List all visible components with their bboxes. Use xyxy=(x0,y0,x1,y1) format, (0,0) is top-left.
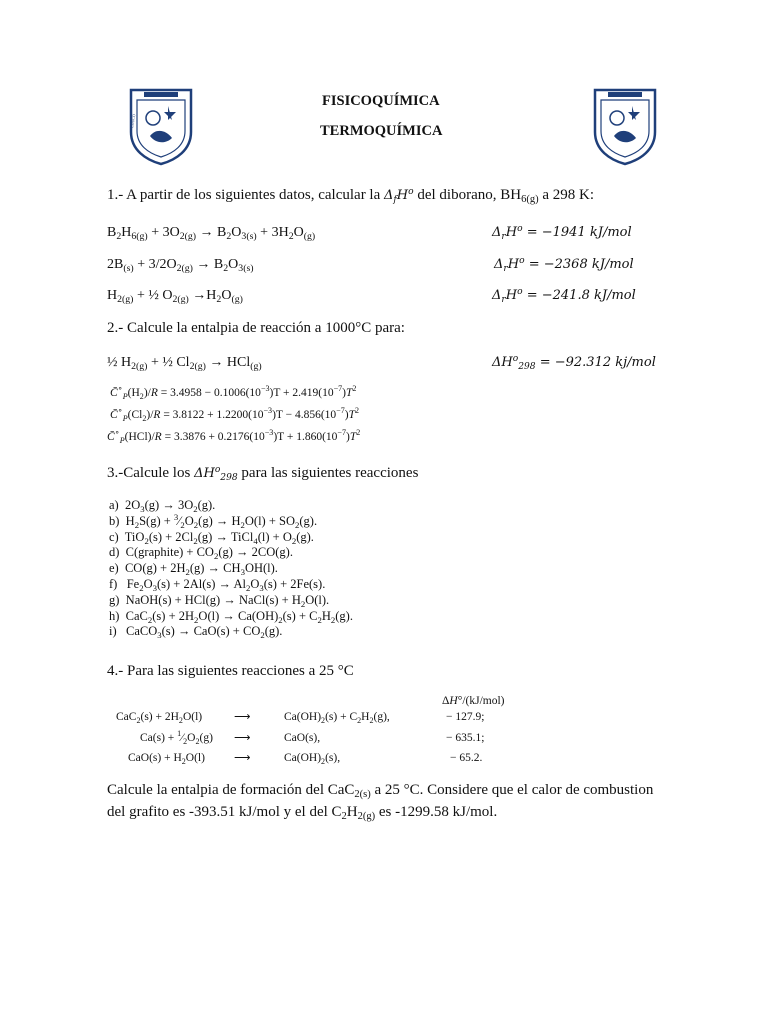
q4-reaction-3-arrow: ⟶ xyxy=(234,752,251,764)
page-title: FISICOQUÍMICA xyxy=(322,93,440,109)
q3-item-b: b) $H_2S(g)$ + $^3⁄_2O_2(g) \to H_2O(l) + SO_2(g)$. xyxy=(109,511,318,530)
q3-item-i: i) CaCO$_3$(s) → $CaO(s) + CO_2(g)$. xyxy=(109,624,283,641)
q3-item-a: a) $2O_3(g) \to 3O_2(g)$. xyxy=(109,498,216,514)
q4-reaction-2-right: CaO(s), xyxy=(284,732,321,744)
university-crest-right xyxy=(592,88,658,166)
q3-item-e: e) $CO(g) + 2H_2(g) \to CH_3OH(l)$. xyxy=(109,561,278,578)
cp-equation-hcl: $C̄^\circ_P(HCl)/R = 3.3876 + 0.2176(10^{-3})T + 1.860(10^{-7})T^2$ xyxy=(107,428,361,445)
question-1-text: 1.- A partir de los siguientes datos, calcular la $\Delta_fH^o$ del diborano, $BH_{6(g)}$ a 298 K: xyxy=(107,187,595,205)
q1-enthalpy-3: $\Delta_rH^o = -241.8$ kJ/mol xyxy=(492,287,636,305)
q3-reaction-list xyxy=(109,498,353,640)
q1-reaction-2: $2B_{(s)} + 3/2O_{2(g)} \to B_2O_{3(s)}$ xyxy=(107,257,254,274)
question-2-text: 2.- Calcule la entalpia de reacción a 1000°C para: xyxy=(107,320,405,336)
q4-final-line-1: Calcule la entalpia de formación del CaC$_{2(s)}$ a 25 °C. Considere que el calor de combustion xyxy=(107,782,654,800)
question-4-text: 4.- Para las siguientes reacciones a 25 °C xyxy=(107,663,354,679)
q4-reaction-3-left: $CaO(s) + H_2O(l)$ xyxy=(128,752,205,766)
q4-reaction-1-right: $Ca(OH)_2(s) + C_2H_2(g)$, xyxy=(284,711,390,725)
q4-dh-2: − 635.1; xyxy=(446,732,485,744)
svg-text:EDUCO: EDUCO xyxy=(129,113,137,129)
q2-enthalpy: $\Delta H^o_{298} = -92.312$ kj/mol xyxy=(492,354,656,372)
q4-reaction-2-arrow: ⟶ xyxy=(234,732,251,744)
q1-enthalpy-2: $\Delta_rH^o = -2368$ kJ/mol xyxy=(494,256,634,274)
university-crest-left xyxy=(128,88,194,166)
q1-reaction-1: $B_2H_{6(g)} + 3O_{2(g)} \to B_2O_{3(s)} + 3H_2O_{(g)}$ xyxy=(107,225,316,242)
q3-item-c: c) $TiO_2(s) + 2Cl_2(g)$ → TiCl$_4$(l) + $O_2(g)$. xyxy=(109,529,314,546)
q4-reaction-1-left: $CaC_2(s) + 2H_2O(l)$ xyxy=(116,711,203,725)
page-subtitle: TERMOQUÍMICA xyxy=(320,123,443,139)
q4-dh-3: − 65.2. xyxy=(450,752,483,764)
q4-reaction-1-arrow: ⟶ xyxy=(234,711,251,723)
q4-dh-header: ΔH°/(kJ/mol) xyxy=(442,695,505,707)
q2-reaction: ½ $H_{2(g)}$ + ½ $Cl_{2(g)} \to HCl_{(g)}$ xyxy=(107,355,262,372)
cp-equation-cl2: $C̄^\circ_P(Cl_2)/R = 3.8122 + 1.2200(10^{-3})T - 4.856(10^{-7})T^2$ xyxy=(110,406,359,423)
q3-item-f: f) $Fe_2O_3(s) + 2Al(s) \to Al_2O_3(s) + 2Fe(s)$. xyxy=(109,576,326,593)
q4-final-line-2: del grafito es -393.51 kJ/mol y el del $C_2H_{2(g)}$ es -1299.58 kJ/mol. xyxy=(107,804,498,822)
q4-reaction-3-right: $Ca(OH)_2(s)$, xyxy=(284,752,341,766)
q3-item-h: h) $CaC_2(s) + 2H_2O(l) \to Ca(OH)_2(s) + C_2H_2(g)$. xyxy=(109,608,353,625)
q3-item-g: g) NaOH(s) + HCl(g) → NaCl(s) + $H_2O(l)$. xyxy=(109,592,330,609)
cp-equation-h2: $C̄^\circ_P(H_2)/R = 3.4958 - 0.1006(10^{-3})T + 2.419(10^{-7})T^2$ xyxy=(110,384,357,401)
question-3-text: 3.-Calcule los $\Delta H^o_{298}$ para las siguientes reacciones xyxy=(107,465,419,483)
q1-reaction-3: $H_{2(g)}$ + ½ $O_{2(g)} \to H_2O_{(g)}$ xyxy=(107,288,243,305)
q1-enthalpy-1: $\Delta_rH^o = -1941$ kJ/mol xyxy=(492,224,632,242)
q4-reaction-2-left: $Ca(s) + ^1⁄_2O_2(g)$ xyxy=(140,729,213,746)
q3-item-d: d) C(graphite) + $CO_2(g) \to 2CO(g)$. xyxy=(109,545,293,562)
q4-dh-1: − 127.9; xyxy=(446,711,485,723)
